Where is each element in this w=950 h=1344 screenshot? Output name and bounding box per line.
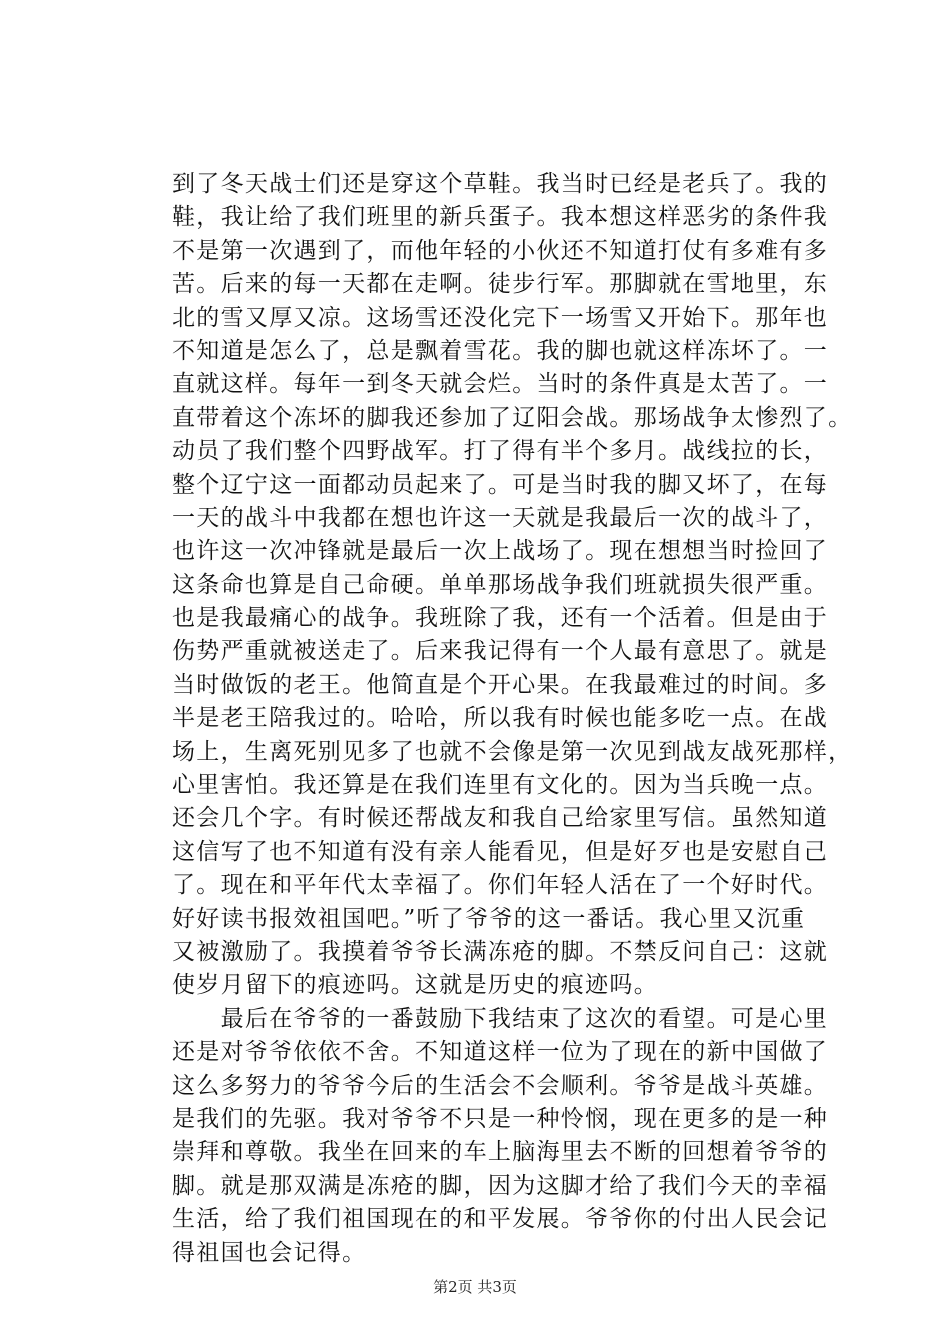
text-line: 一天的战斗中我都在想也许这一天就是我最后一次的战斗了，: [172, 504, 829, 531]
text-line: 得祖国也会记得。: [172, 1239, 367, 1266]
text-line: 心里害怕。我还算是在我们连里有文化的。因为当兵晚一点。: [172, 772, 829, 799]
text-line: 当时做饭的老王。他简直是个开心果。在我最难过的时间。多: [172, 671, 829, 698]
text-line: 鞋，我让给了我们班里的新兵蛋子。我本想这样恶劣的条件我: [172, 204, 829, 231]
text-line: 也许这一次冲锋就是最后一次上战场了。现在想想当时捡回了: [172, 538, 829, 565]
text-line: 场上，生离死别见多了也就不会像是第一次见到战友战死那样，: [172, 738, 853, 765]
text-line: 还会几个字。有时候还帮战友和我自己给家里写信。虽然知道: [172, 805, 829, 832]
text-line: 崇拜和尊敬。我坐在回来的车上脑海里去不断的回想着爷爷的: [172, 1139, 829, 1166]
text-line: 使岁月留下的痕迹吗。这就是历史的痕迹吗。: [172, 972, 658, 999]
text-line: 这么多努力的爷爷今后的生活会不会顺利。爷爷是战斗英雄。: [172, 1072, 829, 1099]
text-line: 北的雪又厚又凉。这场雪还没化完下一场雪又开始下。那年也: [172, 304, 829, 331]
text-line: 半是老王陪我过的。哈哈，所以我有时候也能多吃一点。在战: [172, 705, 829, 732]
body-text: [172, 168, 853, 1270]
page-footer: 第2页 共3页: [433, 1278, 517, 1296]
text-line: 脚。就是那双满是冻疮的脚，因为这脚才给了我们今天的幸福: [172, 1172, 829, 1199]
text-line: 直就这样。每年一到冬天就会烂。当时的条件真是太苦了。一: [172, 371, 829, 398]
text-line: 直带着这个冻坏的脚我还参加了辽阳会战。那场战争太惨烈了。: [172, 404, 853, 431]
text-line: 苦。后来的每一天都在走啊。徒步行军。那脚就在雪地里，东: [172, 271, 829, 298]
text-line: 不知道是怎么了，总是飘着雪花。我的脚也就这样冻坏了。一: [172, 337, 829, 364]
text-line: 又被激励了。我摸着爷爷长满冻疮的脚。不禁反问自己：这就: [172, 938, 829, 965]
text-line: 这条命也算是自己命硬。单单那场战争我们班就损失很严重。: [172, 571, 829, 598]
text-line: 生活，给了我们祖国现在的和平发展。爷爷你的付出人民会记: [172, 1206, 829, 1233]
text-line: 了。现在和平年代太幸福了。你们年轻人活在了一个好时代。: [172, 872, 829, 899]
text-line: 动员了我们整个四野战军。打了得有半个多月。战线拉的长，: [172, 438, 829, 465]
text-line: 到了冬天战士们还是穿这个草鞋。我当时已经是老兵了。我的: [172, 171, 829, 197]
text-line: 不是第一次遇到了，而他年轻的小伙还不知道打仗有多难有多: [172, 237, 829, 264]
text-line: 整个辽宁这一面都动员起来了。可是当时我的脚又坏了，在每: [172, 471, 829, 498]
text-line: 好好读书报效祖国吧。”听了爷爷的这一番话。我心里又沉重: [172, 905, 806, 932]
text-line: 还是对爷爷依依不舍。不知道这样一位为了现在的新中国做了: [172, 1039, 829, 1066]
text-line: 是我们的先驱。我对爷爷不只是一种怜悯，现在更多的是一种: [172, 1105, 829, 1132]
text-line: 伤势严重就被送走了。后来我记得有一个人最有意思了。就是: [172, 638, 829, 665]
text-line: 也是我最痛心的战争。我班除了我，还有一个活着。但是由于: [172, 605, 829, 632]
text-line: 这信写了也不知道有没有亲人能看见，但是好歹也是安慰自己: [172, 838, 829, 865]
text-line: 最后在爷爷的一番鼓励下我结束了这次的看望。可是心里: [172, 1005, 829, 1032]
